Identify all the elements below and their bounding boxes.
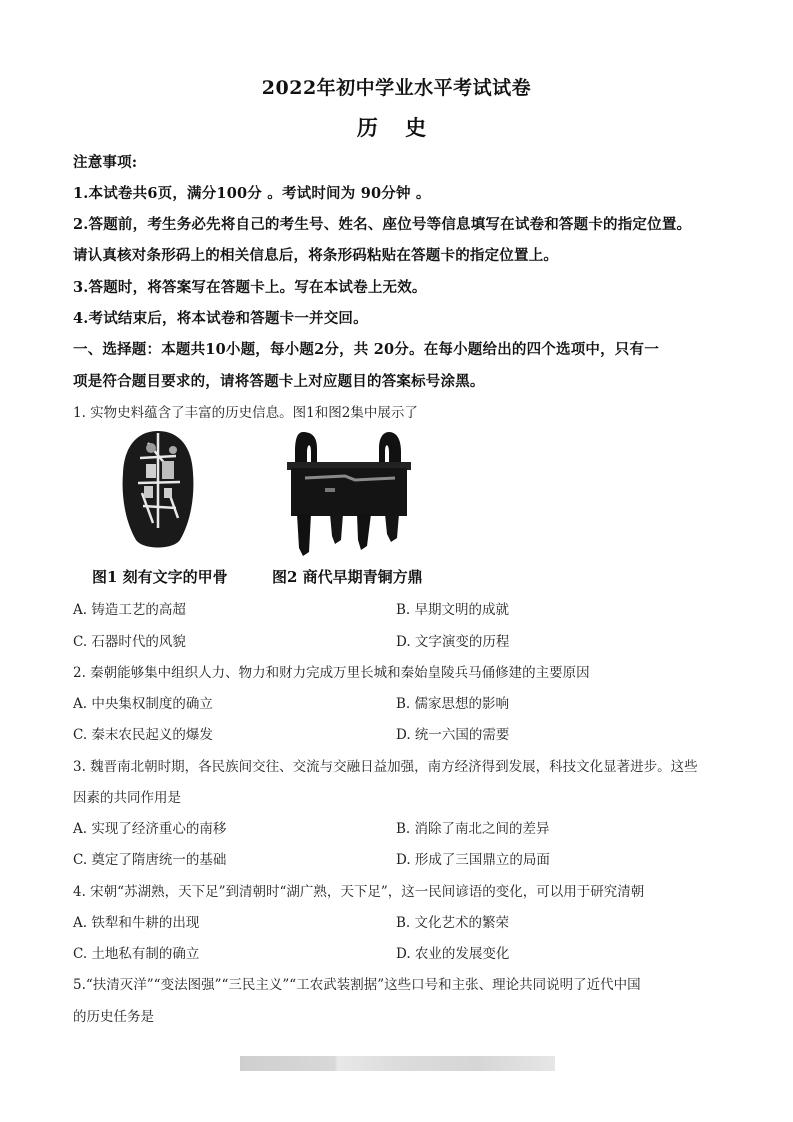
option-a: A. 实现了经济重心的南移: [73, 821, 227, 837]
question-stem: 的历史任务是: [73, 1009, 154, 1025]
figure-caption: 图2 商代早期青铜方鼎: [272, 568, 423, 586]
notice-item: 1.本试卷共6页，满分100分 。考试时间为 90分钟 。: [73, 185, 431, 202]
question-stem: 1. 实物史料蕴含了丰富的历史信息。图1和图2集中展示了: [73, 405, 418, 421]
option-b: B. 文化艺术的繁荣: [396, 915, 510, 931]
bronze-ding-image: [285, 428, 415, 558]
notice-item: 3.答题时，将答案写在答题卡上。写在本试卷上无效。: [73, 279, 427, 296]
question-stem: 4. 宋朝“苏湖熟，天下足”到清朝时“湖广熟，天下足”，这一民间谚语的变化，可以用于研究清朝: [73, 884, 645, 900]
notice-item: 请认真核对条形码上的相关信息后，将条形码粘贴在答题卡的指定位置上。: [73, 247, 559, 264]
question-stem: 因素的共同作用是: [73, 790, 181, 806]
question-stem: 3. 魏晋南北朝时期，各民族间交往、交流与交融日益加强，南方经济得到发展，科技文化显著进步。这些: [73, 759, 698, 775]
option-a: A. 铁犁和牛耕的出现: [73, 915, 200, 931]
option-c: C. 秦末农民起义的爆发: [73, 727, 213, 743]
option-b: B. 儒家思想的影响: [396, 696, 510, 712]
oracle-bone-image: [118, 428, 198, 553]
notice-item: 2.答题前，考生务必先将自己的考生号、姓名、座位号等信息填写在试卷和答题卡的指定位置。: [73, 216, 692, 233]
option-c: C. 石器时代的风貌: [73, 634, 186, 650]
figure-caption: 图1 刻有文字的甲骨: [92, 568, 228, 586]
option-c: C. 土地私有制的确立: [73, 946, 200, 962]
option-b: B. 早期文明的成就: [396, 602, 510, 618]
option-d: D. 文字演变的历程: [396, 634, 510, 650]
section-instruction: 项是符合题目要求的，请将答题卡上对应题目的答案标号涂黑。: [73, 373, 485, 390]
section-instruction: 一、选择题：本题共10小题，每小题2分，共 20分。在每小题给出的四个选项中，只有一: [73, 341, 659, 358]
question-stem: 2. 秦朝能够集中组织人力、物力和财力完成万里长城和秦始皇陵兵马俑修建的主要原因: [73, 665, 590, 681]
subject-title: 历 史: [356, 115, 437, 140]
notice-heading: 注意事项:: [73, 154, 138, 171]
option-d: D. 形成了三国鼎立的局面: [396, 852, 550, 868]
option-d: D. 统一六国的需要: [396, 727, 510, 743]
question-stem: 5.“扶清灭洋”“变法图强”“三民主义”“工农武装割据”这些口号和主张、理论共同说明了近代中国: [73, 977, 641, 993]
option-c: C. 奠定了隋唐统一的基础: [73, 852, 227, 868]
option-a: A. 中央集权制度的确立: [73, 696, 213, 712]
option-b: B. 消除了南北之间的差异: [396, 821, 550, 837]
notice-item: 4.考试结束后，将本试卷和答题卡一并交回。: [73, 310, 368, 327]
option-a: A. 铸造工艺的高超: [73, 602, 186, 618]
blurred-watermark: [240, 1056, 555, 1071]
exam-title: 2022年初中学业水平考试试卷: [261, 77, 532, 99]
option-d: D. 农业的发展变化: [396, 946, 510, 962]
